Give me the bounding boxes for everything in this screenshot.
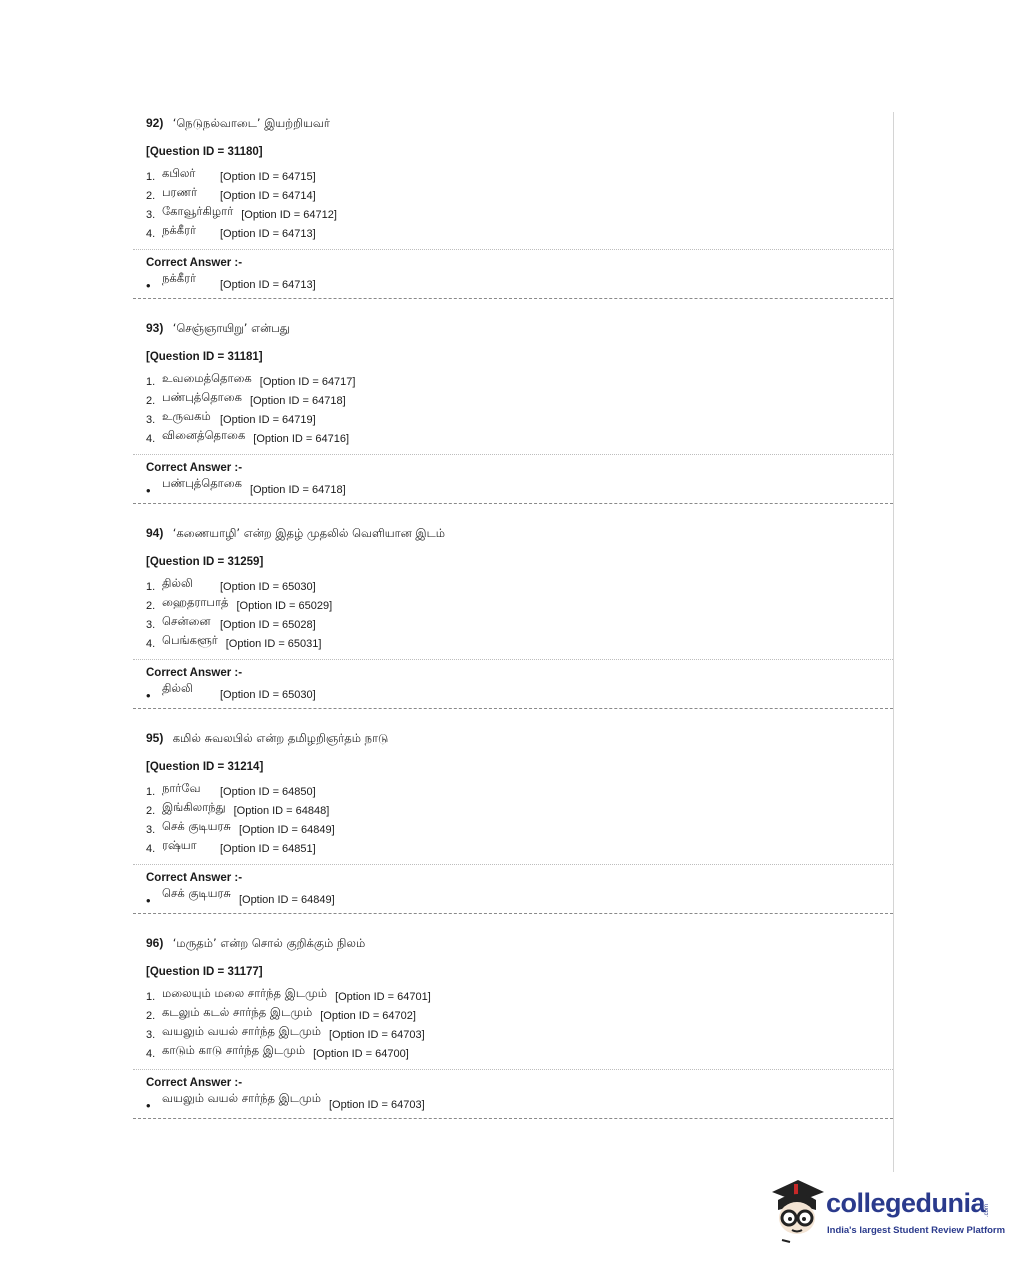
option-id: [Option ID = 64712]	[241, 209, 337, 221]
options-list	[133, 978, 893, 1061]
correct-answer	[146, 271, 893, 293]
option-text: கபிலர்	[162, 166, 196, 180]
option-row	[146, 986, 893, 1004]
correct-answer-label: Correct Answer :-	[146, 667, 243, 679]
option-id: [Option ID = 64718]	[249, 395, 346, 407]
option-text: ரஷ்யா	[162, 838, 197, 852]
option-number: 1.	[146, 171, 156, 183]
correct-answer-label: Correct Answer :-	[146, 1077, 243, 1089]
question-header	[133, 522, 893, 542]
option-number: 1.	[146, 581, 156, 593]
correct-answer-section	[133, 454, 893, 496]
correct-answer-label: Correct Answer :-	[146, 462, 243, 474]
option-row	[146, 838, 893, 856]
question-divider	[133, 1118, 893, 1119]
option-id: [Option ID = 65028]	[220, 619, 316, 631]
correct-answer	[146, 886, 893, 908]
option-text: வயலும் வயல் சார்ந்த இடமும்	[162, 1024, 321, 1038]
option-text: கோவூர்கிழார்	[162, 204, 234, 218]
options-list	[133, 568, 893, 651]
correct-answer-option-id: [Option ID = 64718]	[249, 484, 346, 496]
option-text: பரணர்	[162, 185, 198, 199]
question-sheet	[133, 112, 894, 1172]
option-row	[146, 390, 893, 408]
option-row	[146, 185, 893, 203]
question-number: 93)	[146, 321, 164, 335]
option-text: பண்புத்தொகை	[162, 390, 242, 404]
option-text: உருவகம்	[162, 409, 211, 423]
question-block	[133, 317, 893, 504]
option-number: 2.	[146, 805, 156, 817]
option-number: 1.	[146, 991, 156, 1003]
question-text: கமில் சுவலபில் என்ற தமிழறிஞர்தம் நாடு	[172, 731, 389, 745]
option-row	[146, 633, 893, 651]
correct-answer-section	[133, 864, 893, 906]
bullet-icon: •	[146, 1098, 151, 1113]
question-text: ‘மருதம்’ என்ற சொல் குறிக்கும் நிலம்	[172, 936, 366, 950]
option-row	[146, 1005, 893, 1023]
option-id: [Option ID = 65029]	[236, 600, 333, 612]
options-list	[133, 773, 893, 856]
question-id: [Question ID = 31181]	[146, 351, 263, 363]
correct-answer	[146, 681, 893, 703]
option-number: 3.	[146, 414, 156, 426]
option-row	[146, 576, 893, 594]
option-text: வினைத்தொகை	[162, 428, 246, 442]
option-text: இங்கிலாந்து	[162, 800, 226, 814]
option-number: 2.	[146, 395, 156, 407]
option-row	[146, 595, 893, 613]
question-header	[133, 317, 893, 337]
option-text: நார்வே	[162, 781, 201, 795]
option-number: 1.	[146, 786, 156, 798]
question-id: [Question ID = 31177]	[146, 966, 263, 978]
question-number: 92)	[146, 116, 164, 130]
option-number: 3.	[146, 824, 156, 836]
question-id: [Question ID = 31259]	[146, 556, 264, 568]
question-header	[133, 932, 893, 952]
collegedunia-logo[interactable]	[768, 1178, 1006, 1248]
option-number: 3.	[146, 209, 156, 221]
question-block	[133, 522, 893, 709]
question-header	[133, 727, 893, 747]
option-id: [Option ID = 64849]	[238, 824, 335, 836]
correct-answer-option-id: [Option ID = 64703]	[328, 1099, 425, 1111]
options-list	[133, 158, 893, 241]
question-block	[133, 932, 893, 1119]
option-id: [Option ID = 65030]	[220, 581, 316, 593]
question-number: 94)	[146, 526, 164, 540]
option-text: கடலும் கடல் சார்ந்த இடமும்	[162, 1005, 313, 1019]
option-number: 4.	[146, 638, 156, 650]
logo-dotcom-text: .com	[984, 1204, 990, 1218]
correct-answer	[146, 476, 893, 498]
option-text: சென்னை	[162, 614, 211, 628]
option-number: 2.	[146, 190, 156, 202]
option-row	[146, 204, 893, 222]
option-number: 3.	[146, 619, 156, 631]
bullet-icon: •	[146, 278, 151, 293]
option-text: மலையும் மலை சார்ந்த இடமும்	[162, 986, 328, 1000]
option-id: [Option ID = 64713]	[220, 228, 316, 240]
correct-answer-text: செக் குடியரசு	[162, 886, 231, 900]
correct-answer-text: வயலும் வயல் சார்ந்த இடமும்	[162, 1091, 321, 1105]
option-number: 4.	[146, 1048, 156, 1060]
correct-answer-text: நக்கீரர்	[162, 271, 197, 285]
option-row	[146, 223, 893, 241]
question-list	[133, 112, 893, 1119]
correct-answer-label: Correct Answer :-	[146, 872, 243, 884]
option-id: [Option ID = 64851]	[220, 843, 316, 855]
option-row	[146, 819, 893, 837]
question-block	[133, 112, 893, 299]
option-row	[146, 1024, 893, 1042]
option-number: 2.	[146, 1010, 156, 1022]
option-row	[146, 614, 893, 632]
option-id: [Option ID = 64717]	[259, 376, 356, 388]
bullet-icon: •	[146, 688, 151, 703]
logo-tagline: India's largest Student Review Platform	[827, 1225, 1006, 1236]
bullet-icon: •	[146, 893, 151, 908]
graduate-mascot-icon	[768, 1178, 826, 1244]
option-id: [Option ID = 64850]	[220, 786, 316, 798]
correct-answer-section	[133, 249, 893, 291]
option-id: [Option ID = 64719]	[220, 414, 316, 426]
option-row	[146, 409, 893, 427]
option-row	[146, 166, 893, 184]
question-divider	[133, 708, 893, 709]
question-text: ‘செஞ்ஞாயிறு’ என்பது	[172, 321, 290, 335]
correct-answer-section	[133, 1069, 893, 1111]
option-number: 2.	[146, 600, 156, 612]
option-text: ஹைதராபாத்	[162, 595, 229, 609]
question-divider	[133, 913, 893, 914]
option-text: பெங்களூர்	[162, 633, 218, 647]
option-row	[146, 371, 893, 389]
correct-answer-label: Correct Answer :-	[146, 257, 243, 269]
question-number: 96)	[146, 936, 164, 950]
question-id: [Question ID = 31180]	[146, 146, 263, 158]
logo-brand-text: collegedunia	[826, 1188, 986, 1218]
question-number: 95)	[146, 731, 164, 745]
option-id: [Option ID = 64848]	[233, 805, 330, 817]
question-block	[133, 727, 893, 914]
option-number: 4.	[146, 228, 156, 240]
correct-answer-option-id: [Option ID = 65030]	[220, 689, 316, 701]
option-text: காடும் காடு சார்ந்த இடமும்	[162, 1043, 306, 1057]
question-divider	[133, 503, 893, 504]
option-id: [Option ID = 64716]	[253, 433, 349, 445]
option-number: 4.	[146, 843, 156, 855]
bullet-icon: •	[146, 483, 151, 498]
option-row	[146, 800, 893, 818]
option-id: [Option ID = 64703]	[328, 1029, 425, 1041]
option-id: [Option ID = 64714]	[220, 190, 316, 202]
option-row	[146, 1043, 893, 1061]
option-number: 1.	[146, 376, 156, 388]
question-header	[133, 112, 893, 132]
question-id: [Question ID = 31214]	[146, 761, 264, 773]
question-text: ‘கணையாழி’ என்ற இதழ் முதலில் வெளியான இடம்	[172, 526, 446, 540]
correct-answer-text: தில்லி	[162, 681, 193, 695]
option-id: [Option ID = 64701]	[335, 991, 431, 1003]
option-id: [Option ID = 64700]	[313, 1048, 409, 1060]
option-text: தில்லி	[162, 576, 193, 590]
correct-answer	[146, 1091, 893, 1113]
option-row	[146, 781, 893, 799]
option-number: 3.	[146, 1029, 156, 1041]
correct-answer-section	[133, 659, 893, 701]
correct-answer-text: பண்புத்தொகை	[162, 476, 242, 490]
option-id: [Option ID = 65031]	[225, 638, 322, 650]
option-text: செக் குடியரசு	[162, 819, 231, 833]
correct-answer-option-id: [Option ID = 64849]	[238, 894, 335, 906]
option-number: 4.	[146, 433, 156, 445]
question-divider	[133, 298, 893, 299]
option-id: [Option ID = 64702]	[320, 1010, 416, 1022]
option-text: நக்கீரர்	[162, 223, 197, 237]
option-row	[146, 428, 893, 446]
options-list	[133, 363, 893, 446]
option-id: [Option ID = 64715]	[220, 171, 316, 183]
question-text: ‘நெடுநல்வாடை’ இயற்றியவர்	[172, 116, 330, 130]
option-text: உவமைத்தொகை	[162, 371, 252, 385]
correct-answer-option-id: [Option ID = 64713]	[220, 279, 316, 291]
